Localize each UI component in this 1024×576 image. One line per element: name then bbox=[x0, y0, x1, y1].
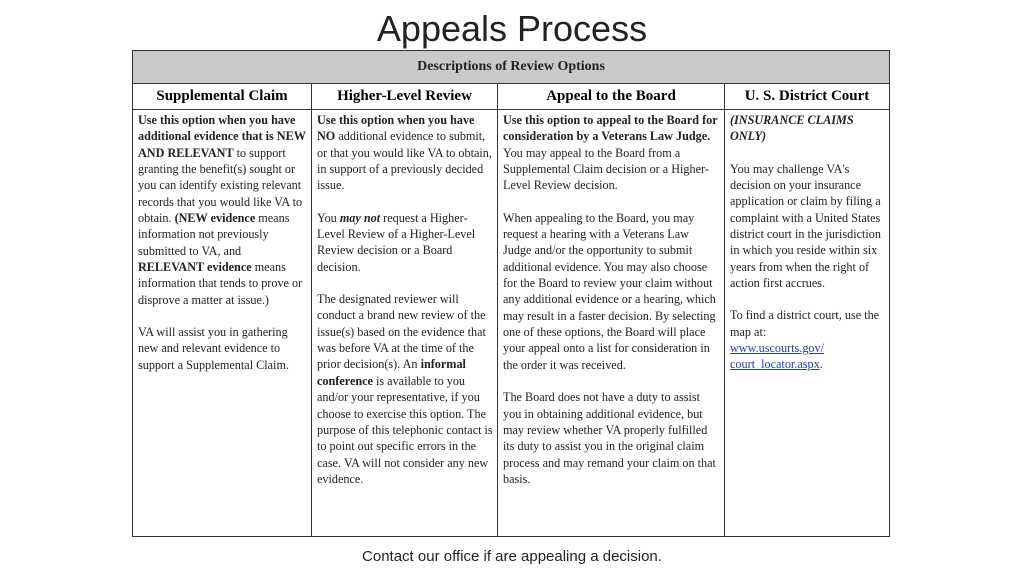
district-paragraph-2: You may challenge VA's decision on your insurance application or claim by filing a complaint with a United States district court in the jurisdiction in which you reside within six years from when the right of action first accrues. bbox=[730, 161, 881, 291]
review-options-table bbox=[132, 50, 890, 537]
board-paragraph-3: The Board does not have a duty to assist you in obtaining additional evidence, but may review whether VA properly fulfilled its duty to assist you in the original claim process and may remand your claim on that basis. bbox=[503, 390, 716, 486]
higher-level-you: You bbox=[317, 210, 340, 225]
board-paragraph-2: When appealing to the Board, you may request a hearing with a Veterans Law Judge and/or the opportunity to submit additional evidence. You may also choose for the Board to review your claim without any additional evidence or a hearing, which may result in a faster decision. By selecting one of these options, the Board will place your appeal onto a list for consideration in the order it was received. bbox=[503, 210, 716, 372]
higher-level-restriction: request a Higher-Level Review of a Higher-Level Review decision or a Board decision. bbox=[317, 210, 476, 274]
board-intro: Use this option to appeal to the Board for consideration by a Veterans Law Judge. bbox=[503, 113, 718, 144]
supplemental-claim-cell bbox=[133, 110, 312, 537]
column-header-row bbox=[133, 84, 889, 110]
supplemental-text: to support granting the benefit(s) sought or you can identify existing relevant records that you would like VA to obtain. bbox=[138, 145, 303, 226]
column-header-higher-level-review: Higher-Level Review bbox=[312, 84, 498, 109]
district-paragraph-3 bbox=[730, 307, 885, 372]
higher-level-review-cell bbox=[312, 110, 498, 537]
may-not-emphasis: may not bbox=[339, 210, 381, 225]
insurance-claims-only-note: (INSURANCE CLAIMS ONLY) bbox=[730, 113, 854, 144]
new-evidence-term: (NEW evidence bbox=[174, 211, 256, 226]
district-map-text: To find a district court, use the map at: bbox=[730, 308, 880, 339]
column-header-district-court: U. S. District Court bbox=[744, 88, 870, 104]
relevant-evidence-definition: means information that tends to prove or disprove a matter at issue.) bbox=[138, 260, 303, 307]
higher-level-paragraph-3 bbox=[317, 291, 493, 487]
district-court-cell bbox=[725, 110, 889, 537]
supplemental-paragraph-1 bbox=[138, 112, 307, 308]
higher-level-intro: Use this option when you have bbox=[317, 113, 475, 127]
conference-text: is available to you and/or your representative, if you choose to exercise this option. The purpose of this telephonic contact is to point out specific errors in the case. VA will not consider any new evidence. bbox=[317, 373, 493, 486]
supplemental-paragraph-2: VA will assist you in gathering new and relevant evidence to support a Supplemental Claim. bbox=[138, 325, 289, 372]
supplemental-intro: Use this option when you have additional evidence that is NEW AND RELEVANT bbox=[138, 113, 306, 160]
higher-level-paragraph-1 bbox=[317, 112, 493, 194]
reviewer-text: The designated reviewer will conduct a brand new review of the issue(s) based on the evidence that was before VA at the time of the prior decision(s). An bbox=[317, 292, 486, 372]
board-text: You may appeal to the Board from a Supplemental Claim decision or a Higher-Level Review decision. bbox=[503, 145, 709, 193]
higher-level-paragraph-2 bbox=[317, 210, 493, 275]
no-emphasis: NO bbox=[317, 129, 336, 144]
column-header-supplemental-claim: Supplemental Claim bbox=[133, 84, 312, 109]
district-period: . bbox=[819, 357, 823, 372]
board-paragraph-1 bbox=[503, 112, 720, 194]
table-heading: Descriptions of Review Options bbox=[133, 51, 889, 84]
court-locator-link-part-1[interactable]: www.uscourts.gov/ bbox=[730, 341, 824, 356]
court-locator-link-part-2[interactable]: court_locator.aspx bbox=[730, 357, 820, 372]
footer-note: Contact our office if are appealing a decision. bbox=[362, 548, 662, 565]
description-row bbox=[133, 110, 889, 537]
slide-title: Appeals Process bbox=[376, 8, 648, 49]
relevant-evidence-term: RELEVANT evidence bbox=[138, 260, 252, 275]
column-header-appeal-to-board: Appeal to the Board bbox=[498, 84, 725, 109]
higher-level-text: additional evidence to submit, or that you would like VA to obtain, in support of a previously decided issue. bbox=[317, 129, 492, 193]
new-evidence-definition: means information not previously submitted to VA, and bbox=[138, 211, 290, 258]
informal-conference-term: informal conference bbox=[317, 357, 466, 388]
appeal-to-board-cell bbox=[498, 110, 725, 537]
